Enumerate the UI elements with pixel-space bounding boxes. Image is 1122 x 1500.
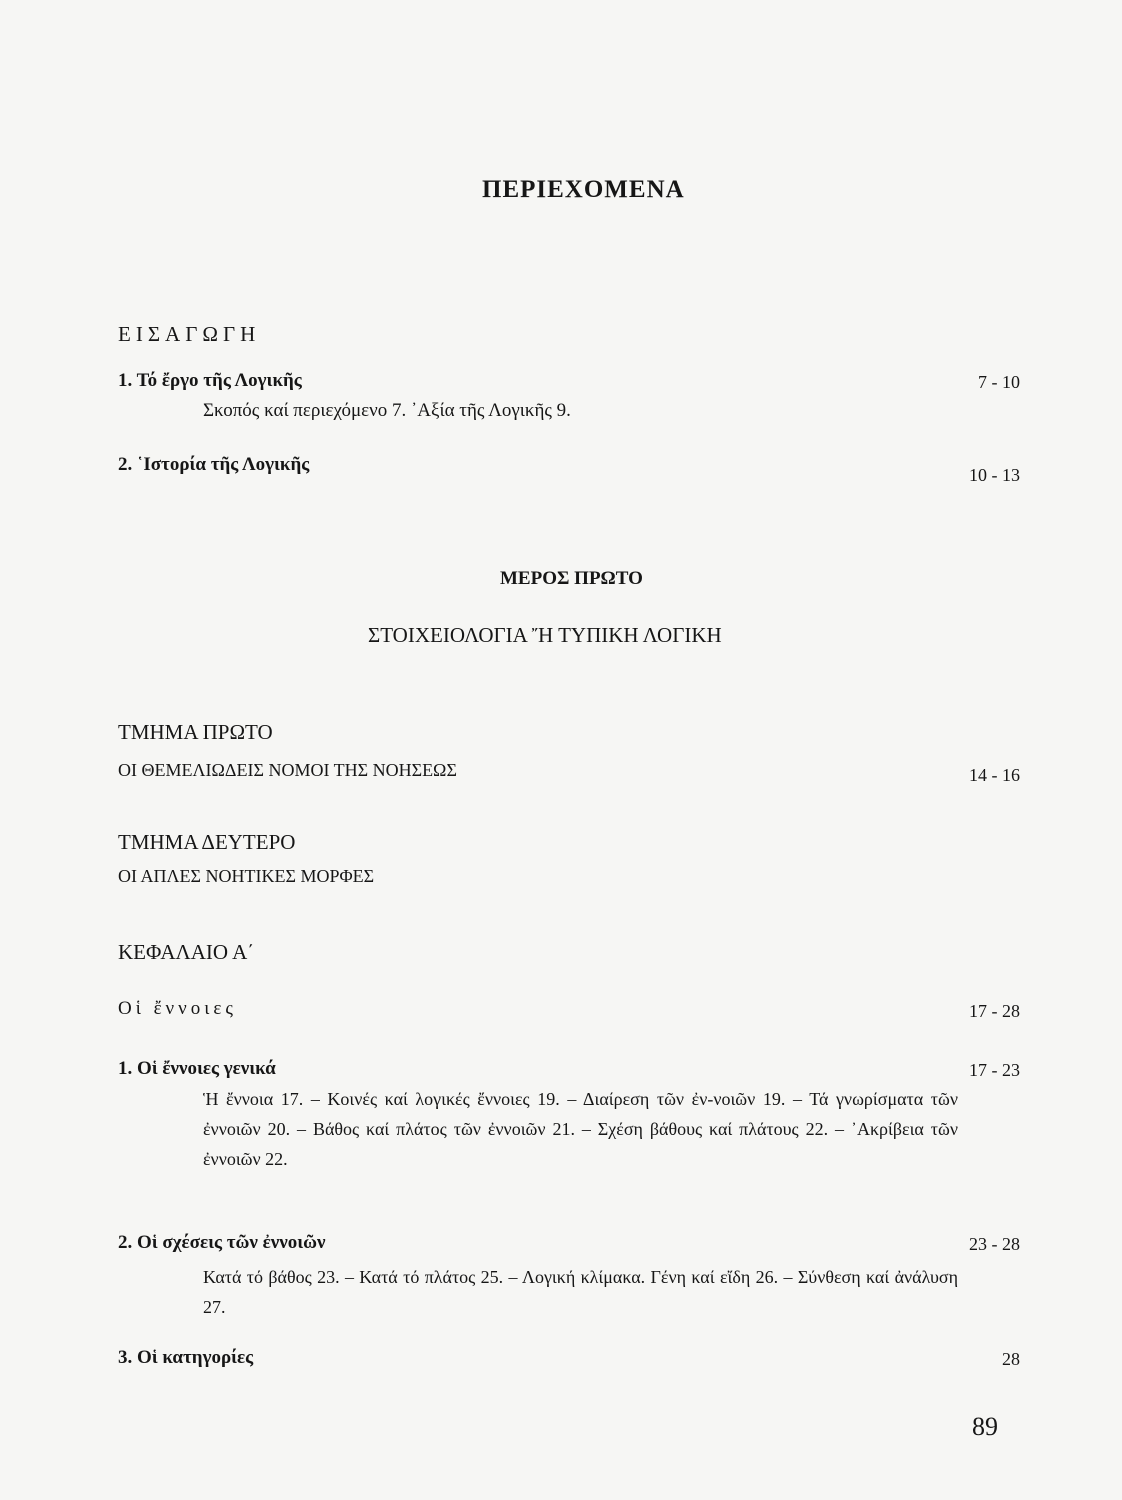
toc-entry-pages: 23 - 28	[969, 1234, 1020, 1254]
toc-entry-label: 1. Τό ἔργο τῆς Λογικῆς	[118, 370, 302, 391]
page-title: ΠΕΡΙΕΧΟΜΕΝΑ	[482, 176, 685, 203]
toc-entry-desc: Ἡ ἔννοια 17. – Κοινές καί λογικές ἔννοιες 19. – Διαίρεση τῶν ἐν-νοιῶν 19. – Τά γνωρίσματα τῶν ἐννοιῶν 20. – Βάθος καί πλάτος τῶν ἐννοιῶν 21. – Σχέση βάθους καί πλάτους 22. – ᾿Ακρίβεια τῶν ἐννοιῶν 22.	[203, 1089, 958, 1169]
page-number: 89	[972, 1412, 998, 1441]
chapter-topic-pages: 17 - 28	[969, 1001, 1020, 1021]
part-heading: ΜΕΡΟΣ ΠΡΩΤΟ	[500, 568, 643, 589]
toc-entry-pages: 28	[1002, 1349, 1020, 1369]
section-subheading: ΟΙ ΘΕΜΕΛΙΩΔΕΙΣ ΝΟΜΟΙ ΤΗΣ ΝΟΗΣΕΩΣ	[118, 760, 457, 780]
chapter-topic: Οἱ ἔννοιες	[118, 998, 237, 1019]
section-pages: 14 - 16	[969, 765, 1020, 785]
intro-heading: ΕΙΣΑΓΩΓΗ	[118, 322, 261, 346]
toc-entry-pages: 7 - 10	[978, 372, 1020, 392]
section-subheading: ΟΙ ΑΠΛΕΣ ΝΟΗΤΙΚΕΣ ΜΟΡΦΕΣ	[118, 866, 375, 886]
toc-entry-label: 2. ῾Ιστορία τῆς Λογικῆς	[118, 454, 310, 475]
toc-entry-desc: Σκοπός καί περιεχόμενο 7. ᾿Αξία τῆς Λογικῆς 9.	[203, 400, 571, 421]
part-subheading: ΣΤΟΙΧΕΙΟΛΟΓΙΑ Ἤ ΤΥΠΙΚΗ ΛΟΓΙΚΗ	[368, 623, 722, 647]
toc-entry-pages: 10 - 13	[969, 465, 1020, 485]
section-heading: ΤΜΗΜΑ ΔΕΥΤΕΡΟ	[118, 830, 296, 854]
toc-entry-label: 3. Οἱ κατηγορίες	[118, 1347, 254, 1368]
toc-entry-label: 2. Οἱ σχέσεις τῶν ἐννοιῶν	[118, 1232, 326, 1253]
toc-entry-pages: 17 - 23	[969, 1060, 1020, 1080]
section-heading: ΤΜΗΜΑ ΠΡΩΤΟ	[118, 720, 273, 744]
chapter-heading: ΚΕΦΑΛΑΙΟ Α΄	[118, 940, 255, 964]
toc-entry-label: 1. Οἱ ἔννοιες γενικά	[118, 1058, 276, 1079]
toc-entry-desc: Κατά τό βάθος 23. – Κατά τό πλάτος 25. – Λογική κλίμακα. Γένη καί εἴδη 26. – Σύνθεση καί ἀνάλυση 27.	[203, 1267, 958, 1317]
